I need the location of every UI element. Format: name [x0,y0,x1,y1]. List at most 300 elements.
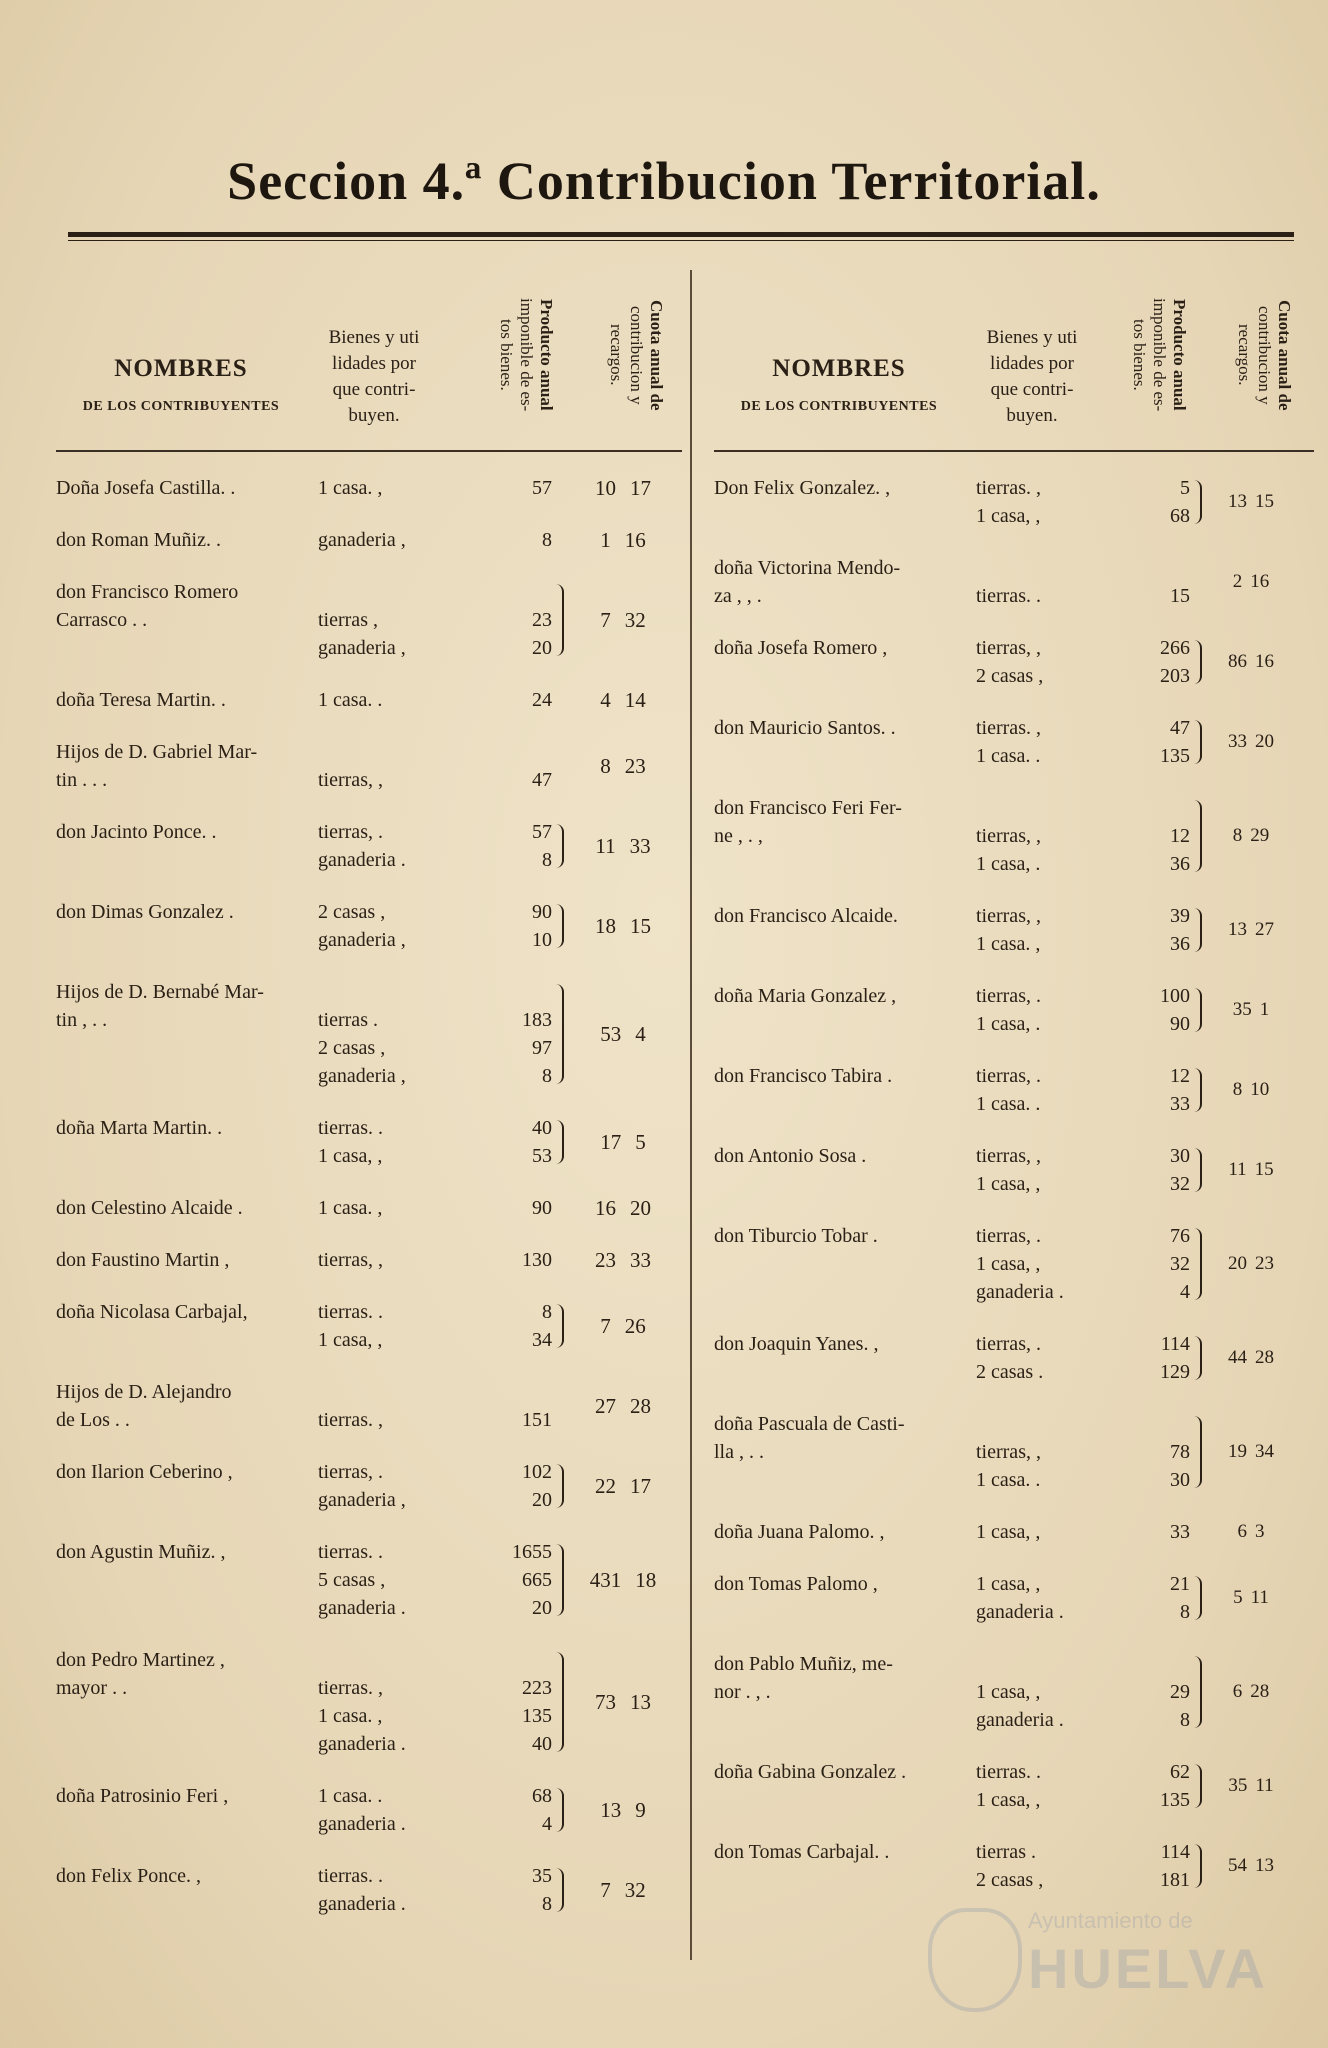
contributor-name-line: ne , . , [714,825,763,847]
quota-amount: 10 [595,475,616,500]
property-list [976,714,1096,770]
annual-product [1096,554,1206,610]
quota-fraction: 32 [624,607,646,632]
table-row [714,902,1314,958]
annual-product-value: 10 [532,929,552,951]
annual-quota [568,898,678,954]
annual-product [1096,1062,1206,1118]
annual-product-value: 135 [1160,1789,1190,1811]
quota-amount: 13 [1228,491,1247,512]
header-bienes-line: lidades por [990,353,1074,374]
property-list [976,902,1096,958]
contributor-name-line: doña Josefa Romero , [714,637,888,659]
property-item: ganaderia . [976,1281,1064,1303]
header-names-subtitle: DE LOS CONTRIBUYENTES [82,399,280,414]
annual-quota [568,526,678,554]
quota-fraction: 17 [630,1473,651,1498]
quota-amount: 53 [600,1021,622,1046]
contributor-name-line: don Francisco Tabira . [714,1065,893,1087]
annual-product-value: 40 [532,1117,552,1139]
annual-product-value: 12 [1170,825,1190,847]
annual-product [1096,1518,1206,1546]
left-table [56,255,682,1942]
contributor-name-line: don Tomas Carbajal. . [714,1841,890,1863]
left-table-rows [56,452,682,1918]
property-list [976,1222,1096,1306]
annual-product-value: 266 [1160,637,1190,659]
annual-quota [568,1114,678,1170]
annual-quota [1206,1570,1296,1626]
contributor-name-line: doña Pascuala de Casti- [714,1413,905,1435]
table-row [714,794,1314,878]
property-item: tierras. , [318,1409,383,1431]
quota-amount: 54 [1228,1855,1247,1876]
quota-fraction: 33 [630,1247,651,1272]
header-producto [1119,265,1189,445]
property-item: tierras, . [318,821,383,843]
contributor-name [56,738,318,794]
property-item: tierras, , [976,905,1041,927]
contributor-name [714,1570,976,1626]
contributor-name [56,818,318,874]
quota-amount: 73 [595,1689,616,1714]
table-row [56,1378,682,1434]
quota-amount: 13 [1228,919,1247,940]
right-table-rows [714,452,1314,1894]
annual-product [448,1458,568,1514]
property-list [976,1142,1096,1198]
quota-amount: 2 [1232,571,1243,592]
column-separator [690,270,692,1960]
quota-amount: 35 [1232,999,1252,1020]
property-item: ganaderia . [976,1601,1064,1623]
annual-product-value: 36 [1170,853,1190,875]
property-item [976,794,1096,822]
contributor-name [56,1538,318,1622]
quota-amount: 17 [600,1129,622,1154]
table-row [56,474,682,502]
contributor-name [56,1646,318,1758]
property-list [318,526,448,554]
annual-product-value: 21 [1170,1573,1190,1595]
table-row [714,1062,1314,1118]
annual-product-value: 183 [522,1009,552,1031]
property-item: tierras. . [318,1865,383,1887]
annual-quota [568,1194,678,1222]
contributor-name [56,1114,318,1170]
property-item: tierras. , [318,1677,383,1699]
contributor-name [56,1246,318,1274]
quota-amount: 27 [595,1393,616,1418]
property-item: tierras, , [318,769,383,791]
contributor-name-line: don Francisco Feri Fer- [714,797,902,819]
table-row [714,474,1314,530]
contributor-name [714,1758,976,1814]
annual-product-value: 33 [1170,1521,1190,1543]
annual-quota [568,818,678,874]
quota-amount: 8 [1232,1079,1243,1100]
quota-fraction: 16 [1255,651,1274,672]
contributor-name [56,898,318,954]
property-list [318,474,448,502]
property-item: 2 casas , [976,1869,1044,1891]
annual-product [1096,714,1206,770]
annual-product [448,1246,568,1274]
property-item: 1 casa, . [976,1013,1041,1035]
annual-product-value: 47 [532,769,552,791]
annual-quota [1206,1142,1296,1198]
header-names-title: NOMBRES [772,355,906,382]
annual-quota [1206,1330,1296,1386]
annual-product [1096,1838,1206,1894]
property-item: tierras . [318,1009,378,1031]
quota-amount: 6 [1237,1521,1247,1542]
property-list [318,1298,448,1354]
table-row [56,578,682,662]
annual-product-value [448,978,568,1006]
annual-quota [568,578,678,662]
contributor-name-line: don Faustino Martin , [56,1249,230,1271]
property-list [976,1758,1096,1814]
title-rule-thin [68,240,1294,241]
annual-product-value: 114 [1160,1841,1190,1863]
annual-product-value [448,1646,568,1674]
annual-product-value: 57 [532,821,552,843]
annual-product-value: 90 [532,1197,552,1219]
property-item: 5 casas , [318,1569,386,1591]
quota-fraction: 15 [1254,1159,1274,1180]
table-row [714,634,1314,690]
quota-amount: 431 [589,1567,622,1592]
annual-product [1096,474,1206,530]
left-table-header [56,255,682,452]
annual-product-value: 12 [1170,1065,1190,1087]
quota-fraction: 14 [624,687,646,712]
contributor-name [56,578,318,662]
annual-product [1096,634,1206,690]
header-names-subtitle: DE LOS CONTRIBUYENTES [740,399,938,414]
quota-amount: 1 [600,527,611,552]
contributor-name-line: Hijos de D. Bernabé Mar- [56,981,264,1003]
property-item: ganaderia . [976,1709,1064,1731]
property-item: ganaderia . [318,1893,406,1915]
contributor-name-line: don Dimas Gonzalez . [56,901,234,923]
header-producto-line: Producto anual [1170,299,1189,411]
header-producto-line: tos bienes. [1130,319,1149,391]
contributor-name-line: doña Juana Palomo. , [714,1521,885,1543]
annual-product [448,1194,568,1222]
property-item: tierras, . [976,1225,1041,1247]
table-row [56,686,682,714]
annual-product-value: 223 [522,1677,552,1699]
annual-quota [1206,634,1296,690]
property-item: tierras. , [976,477,1041,499]
contributor-name-line: don Agustin Muñiz. , [56,1541,226,1563]
contributor-name [714,1330,976,1386]
contributor-name-line: don Mauricio Santos. . [714,717,896,739]
property-item: 2 casas , [318,1037,386,1059]
table-row [56,1782,682,1838]
property-list [318,898,448,954]
annual-quota [1206,1518,1296,1546]
property-list [976,1410,1096,1494]
property-item: 1 casa, , [976,505,1041,527]
annual-product-value: 57 [532,477,552,499]
quota-amount: 4 [600,687,611,712]
annual-product [1096,982,1206,1038]
annual-product-value: 76 [1170,1225,1190,1247]
property-item: tierras. . [318,1541,383,1563]
contributor-name [714,902,976,958]
contributor-name-line: don Pedro Martinez , [56,1649,225,1671]
annual-quota [568,1246,678,1274]
quota-fraction: 11 [1250,1587,1269,1608]
annual-quota [568,1646,678,1758]
table-row [714,1142,1314,1198]
annual-product-value: 8 [542,1301,552,1323]
quota-amount: 7 [600,1313,611,1338]
quota-amount: 35 [1228,1775,1248,1796]
header-bienes [314,325,434,429]
annual-product-value: 39 [1170,905,1190,927]
contributor-name [56,1458,318,1514]
title-rule [68,232,1294,237]
property-list [318,1114,448,1170]
annual-product-value: 36 [1170,933,1190,955]
annual-product-value: 33 [1170,1093,1190,1115]
contributor-name-line: don Francisco Alcaide. [714,905,898,927]
contributor-name-line: don Ilarion Ceberino , [56,1461,233,1483]
property-list [318,1458,448,1514]
contributor-name [714,714,976,770]
annual-product-value: 68 [532,1785,552,1807]
contributor-name [714,554,976,610]
header-producto-line: imponible de es- [1150,298,1169,412]
contributor-name [56,526,318,554]
property-item: tierras, , [976,637,1041,659]
table-row [714,1758,1314,1814]
annual-product-value [448,1378,568,1406]
quota-fraction: 11 [1255,1775,1274,1796]
contributor-name-line: don Francisco Romero [56,581,239,603]
contributor-name-line: doña Gabina Gonzalez . [714,1761,907,1783]
quota-fraction: 32 [624,1877,646,1902]
property-list [976,1062,1096,1118]
header-bienes-line: lidades por [332,353,416,374]
annual-quota [568,978,678,1090]
annual-product [448,1862,568,1918]
property-item: tierras, , [976,1145,1041,1167]
header-producto-line: tos bienes. [497,319,516,391]
property-list [976,1838,1096,1894]
property-item: tierras, . [976,1333,1041,1355]
table-row [714,1518,1314,1546]
contributor-name [56,978,318,1090]
annual-product-value: 35 [532,1865,552,1887]
contributor-name [56,1862,318,1918]
property-item: tierras . [976,1841,1036,1863]
annual-quota [1206,714,1296,770]
property-item: 1 casa, . [976,853,1041,875]
contributor-name [56,686,318,714]
property-list [318,1194,448,1222]
annual-quota [1206,982,1296,1038]
header-names [56,355,306,415]
property-list [976,1570,1096,1626]
annual-product-value: 5 [1180,477,1190,499]
quota-amount: 23 [595,1247,616,1272]
contributor-name [56,474,318,502]
contributor-name-line: tin . . . [56,769,108,791]
property-item: 1 casa, , [318,1145,383,1167]
quota-fraction: 26 [624,1313,646,1338]
contributor-name-line: Carrasco . . [56,609,148,631]
annual-quota [568,1458,678,1514]
table-row [714,1570,1314,1626]
contributor-name-line: doña Nicolasa Carbajal, [56,1301,248,1323]
quota-fraction: 28 [630,1393,651,1418]
quota-fraction: 29 [1250,825,1270,846]
property-list [318,686,448,714]
annual-product [1096,1142,1206,1198]
header-cuota-line: recargos. [1235,324,1254,386]
annual-quota [568,1378,678,1434]
header-bienes [972,325,1092,429]
annual-product [1096,1222,1206,1306]
table-row [56,1246,682,1274]
header-producto [486,265,556,445]
quota-amount: 33 [1228,731,1247,752]
annual-product-value: 135 [522,1705,552,1727]
annual-product [1096,794,1206,878]
annual-product [448,1646,568,1758]
table-row [56,526,682,554]
watermark-line-1: Ayuntamiento de [1028,1908,1193,1933]
property-item: 1 casa, , [976,1681,1041,1703]
annual-product [448,978,568,1090]
property-item: ganaderia , [318,529,406,551]
annual-quota [1206,1758,1296,1814]
annual-quota [568,474,678,502]
annual-quota [1206,794,1296,878]
annual-product-value [1096,1650,1206,1678]
property-list [318,1782,448,1838]
property-list [976,1518,1096,1546]
annual-product [1096,1570,1206,1626]
property-list [318,1862,448,1918]
contributor-name [56,1782,318,1838]
header-cuota [596,265,666,445]
contributor-name [714,1062,976,1118]
annual-quota [568,1862,678,1918]
annual-quota [1206,1222,1296,1306]
property-item: ganaderia , [318,1065,406,1087]
quota-fraction: 13 [630,1689,651,1714]
annual-product-value: 68 [1170,505,1190,527]
annual-quota [1206,554,1296,610]
annual-product-value: 129 [1160,1361,1190,1383]
contributor-name-line: tin , . . [56,1009,108,1031]
watermark-line-2: HUELVA [1028,1937,1268,2000]
annual-product [448,526,568,554]
quota-amount: 7 [600,1877,611,1902]
table-row [56,738,682,794]
annual-product [448,1538,568,1622]
contributor-name-line: doña Marta Martin. . [56,1117,223,1139]
annual-product-value: 34 [532,1329,552,1351]
annual-product-value: 20 [532,1597,552,1619]
annual-quota [568,1782,678,1838]
contributor-name [714,794,976,878]
annual-product [448,686,568,714]
annual-product [448,1298,568,1354]
annual-product-value: 4 [1180,1281,1190,1303]
property-item: tierras. , [976,717,1041,739]
property-list [318,1538,448,1622]
quota-amount: 13 [600,1797,622,1822]
contributor-name-line: Hijos de D. Alejandro [56,1381,232,1403]
property-list [318,1646,448,1758]
header-bienes-line: Bienes y uti [328,327,420,348]
property-item: tierras. . [976,585,1041,607]
property-item: tierras. . [318,1117,383,1139]
table-row [56,1194,682,1222]
property-list [976,1330,1096,1386]
annual-product-value: 130 [522,1249,552,1271]
annual-product-value: 30 [1170,1469,1190,1491]
annual-product [1096,1410,1206,1494]
annual-product [1096,902,1206,958]
property-list [976,1650,1096,1734]
annual-product-value: 47 [1170,717,1190,739]
header-producto-line: imponible de es- [517,298,536,412]
contributor-name-line: don Roman Muñiz. . [56,529,221,551]
contributor-name-line: don Tomas Palomo , [714,1573,878,1595]
contributor-name [56,1298,318,1354]
quota-fraction: 17 [630,475,651,500]
table-row [56,1538,682,1622]
quota-fraction: 18 [635,1567,657,1592]
header-bienes-line: que contri- [332,379,416,400]
quota-fraction: 23 [1255,1253,1274,1274]
contributor-name-line: za , , . [714,585,762,607]
quota-amount: 18 [595,913,616,938]
annual-product-value: 53 [532,1145,552,1167]
annual-product-value [448,738,568,766]
table-row [56,1862,682,1918]
annual-product [448,818,568,874]
property-list [318,1246,448,1274]
contributor-name [714,1142,976,1198]
annual-product-value: 8 [542,849,552,871]
contributor-name-line: mayor . . [56,1677,128,1699]
header-bienes-line: buyen. [1006,405,1058,426]
quota-fraction: 15 [1255,491,1274,512]
header-producto-line: Producto anual [537,299,556,411]
quota-fraction: 10 [1250,1079,1270,1100]
annual-product-value: 4 [542,1813,552,1835]
contributor-name-line: doña Maria Gonzalez , [714,985,897,1007]
property-item: 1 casa, , [976,1573,1041,1595]
annual-quota [568,1298,678,1354]
contributor-name-line: lla , . . [714,1441,764,1463]
header-cuota-line: recargos. [607,324,626,386]
property-item: ganaderia . [318,1597,406,1619]
property-item: 2 casas . [976,1361,1044,1383]
header-bienes-line: buyen. [348,405,400,426]
contributor-name-line: don Jacinto Ponce. . [56,821,217,843]
page-title: Seccion 4.ª Contribucion Territorial. [227,151,1101,211]
